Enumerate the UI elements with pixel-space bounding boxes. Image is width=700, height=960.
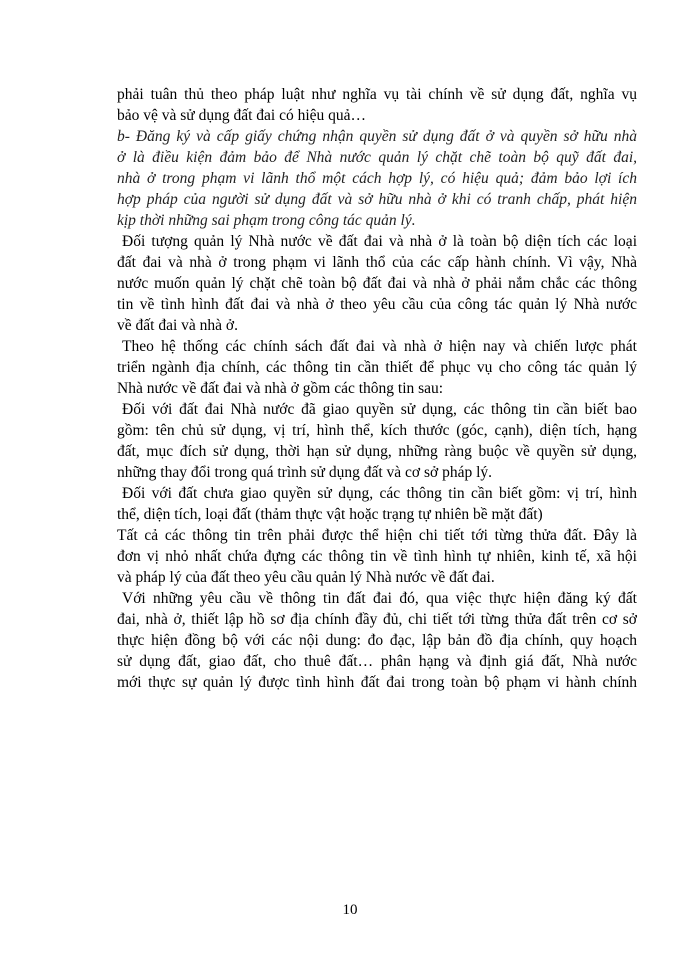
page-number: 10 [342, 902, 358, 918]
text-line: Nhà nước về đất đai và nhà ở gồm các thông tin sau: [117, 380, 444, 397]
text-line: Đối với đất đai Nhà nước đã giao quyền sử dụng, các thông tin cần biết bao [122, 401, 637, 418]
text-line: thể, diện tích, loại đất (thảm thực vật hoặc trạng tự nhiên bề mặt đất) [117, 506, 543, 523]
text-line: b- Đăng ký và cấp giấy chứng nhận quyền sử dụng đất ở và quyền sở hữu nhà [117, 128, 637, 145]
paragraph-policy-system [117, 336, 637, 399]
page-body [117, 84, 637, 693]
text-line: ở là điều kiện đảm bảo để Nhà nước quản lý chặt chẽ toàn bộ quỹ đất đai, [117, 149, 637, 166]
text-line: Tất cả các thông tin trên phải được thể hiện chi tiết tới từng thửa đất. Đây là [117, 527, 637, 544]
text-line: mới thực sự quản lý được tình hình đất đai trong toàn bộ phạm vi hành chính [117, 674, 637, 691]
text-line: đất, mục đích sử dụng, thời hạn sử dụng, những ràng buộc về quyền sử dụng, [117, 443, 637, 460]
paragraph-obligations [117, 84, 637, 126]
text-line: gồm: tên chủ sử dụng, vị trí, hình thể, kích thước (góc, cạnh), diện tích, hạng [117, 422, 637, 439]
text-line: nước muốn quản lý chặt chẽ toàn bộ đất đai và nhà ở phải nắm chắc các thông [117, 275, 637, 292]
paragraph-unallocated-land [117, 483, 637, 588]
text-line: nhà ở trong phạm vi lãnh thổ một cách hợp lý, có hiệu quả; đảm bảo lợi ích [117, 170, 637, 187]
paragraph-information-requirements [117, 588, 637, 693]
text-line: sử dụng đất, giao đất, cho thuê đất… phân hạng và định giá đất, Nhà nước [117, 653, 637, 670]
text-line: bảo vệ và sử dụng đất đai có hiệu quả… [117, 107, 367, 124]
text-line: và pháp lý của đất theo yêu cầu quản lý Nhà nước về đất đai. [117, 569, 495, 586]
text-line: Đối tượng quản lý Nhà nước về đất đai và nhà ở là toàn bộ diện tích các loại [122, 233, 637, 250]
text-line: hợp pháp của người sử dụng đất và sở hữu nhà ở khi có tranh chấp, phát hiện [117, 191, 637, 208]
paragraph-management-object [117, 231, 637, 336]
text-line: đơn vị nhỏ nhất chứa đựng các thông tin về tình hình tự nhiên, kinh tế, xã hội [117, 548, 637, 565]
text-line: Với những yêu cầu về thông tin đất đai đó, qua việc thực hiện đăng ký đất [122, 590, 637, 607]
text-line: về đất đai và nhà ở. [117, 317, 238, 334]
text-line: phải tuân thủ theo pháp luật như nghĩa vụ tài chính về sử dụng đất, nghĩa vụ [117, 86, 637, 103]
text-line: đai, nhà ở, thiết lập hồ sơ địa chính đầy đủ, chi tiết tới từng thửa đất trên cơ sở [117, 611, 637, 628]
text-line: đất đai và nhà ở trong phạm vi lãnh thổ của các cấp hành chính. Vì vậy, Nhà [117, 254, 637, 271]
text-line: triển ngành địa chính, các thông tin cần thiết để phục vụ cho công tác quản lý [117, 359, 637, 376]
text-line: Đối với đất chưa giao quyền sử dụng, các thông tin cần biết gồm: vị trí, hình [122, 485, 637, 502]
paragraph-registration-italic [117, 126, 637, 231]
text-line: tin về tình hình đất đai và nhà ở theo yêu cầu của công tác quản lý Nhà nước [117, 296, 637, 313]
text-line: thực hiện đồng bộ với các nội dung: đo đạc, lập bản đồ địa chính, quy hoạch [117, 632, 637, 649]
text-line: Theo hệ thống các chính sách đất đai và nhà ở hiện nay và chiến lược phát [122, 338, 637, 355]
text-line: kịp thời những sai phạm trong công tác quản lý. [117, 212, 416, 229]
paragraph-allocated-land [117, 399, 637, 483]
text-line: những thay đổi trong quá trình sử dụng đất và cơ sở pháp lý. [117, 464, 493, 481]
